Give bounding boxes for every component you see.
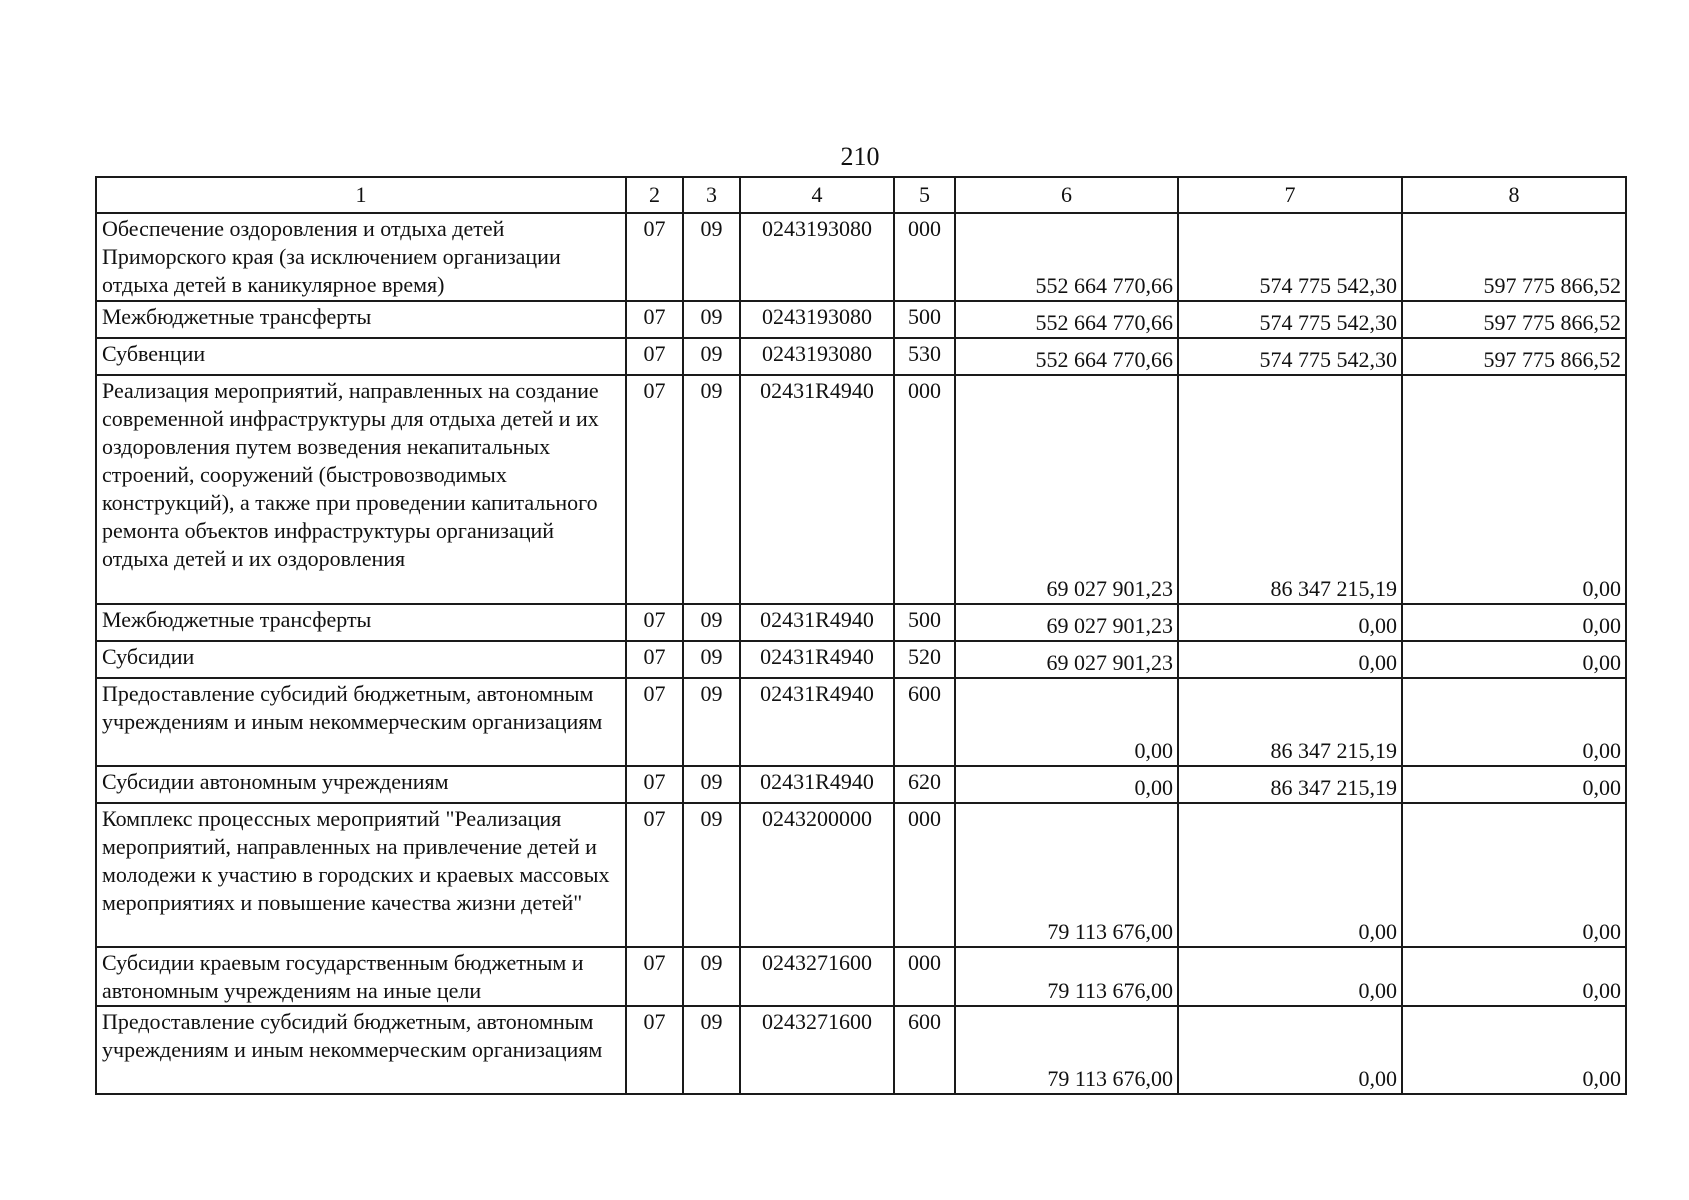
expense-type-code: 000 [894,375,955,604]
table-row [96,803,1626,947]
column-header: 8 [1402,177,1626,213]
section-code: 07 [626,375,683,604]
item-name: Субсидии [96,641,626,678]
amount-col-7: 574 775 542,30 [1178,213,1402,301]
target-article-code: 0243193080 [740,338,894,375]
amount-col-7: 0,00 [1178,1006,1402,1094]
expense-type-code: 530 [894,338,955,375]
target-article-code: 02431R4940 [740,641,894,678]
column-header: 6 [955,177,1178,213]
expense-type-code: 600 [894,678,955,766]
subsection-code: 09 [683,803,740,947]
table-row [96,1006,1626,1094]
expense-type-code: 000 [894,803,955,947]
section-code: 07 [626,213,683,301]
item-name: Предоставление субсидий бюджетным, автономным учреждениям и иным некоммерческим организациям [96,678,626,766]
amount-col-7: 574 775 542,30 [1178,301,1402,338]
item-name: Субсидии краевым государственным бюджетным и автономным учреждениям на иные цели [96,947,626,1006]
amount-col-6: 79 113 676,00 [955,803,1178,947]
column-header: 3 [683,177,740,213]
expense-type-code: 500 [894,604,955,641]
item-name: Предоставление субсидий бюджетным, автономным учреждениям и иным некоммерческим организациям [96,1006,626,1094]
expense-type-code: 520 [894,641,955,678]
subsection-code: 09 [683,375,740,604]
amount-col-8: 0,00 [1402,803,1626,947]
section-code: 07 [626,604,683,641]
target-article-code: 0243193080 [740,213,894,301]
amount-col-8: 0,00 [1402,641,1626,678]
table-row [96,641,1626,678]
amount-col-8: 0,00 [1402,947,1626,1006]
table-row [96,678,1626,766]
column-header: 1 [96,177,626,213]
amount-col-6: 79 113 676,00 [955,947,1178,1006]
item-name: Субвенции [96,338,626,375]
subsection-code: 09 [683,766,740,803]
amount-col-8: 0,00 [1402,766,1626,803]
table-row [96,213,1626,301]
section-code: 07 [626,338,683,375]
table-row [96,375,1626,604]
expense-type-code: 600 [894,1006,955,1094]
amount-col-8: 597 775 866,52 [1402,338,1626,375]
subsection-code: 09 [683,1006,740,1094]
section-code: 07 [626,803,683,947]
column-header: 7 [1178,177,1402,213]
amount-col-8: 0,00 [1402,375,1626,604]
section-code: 07 [626,1006,683,1094]
item-name: Субсидии автономным учреждениям [96,766,626,803]
amount-col-7: 574 775 542,30 [1178,338,1402,375]
amount-col-6: 0,00 [955,766,1178,803]
subsection-code: 09 [683,678,740,766]
section-code: 07 [626,301,683,338]
amount-col-8: 597 775 866,52 [1402,213,1626,301]
amount-col-8: 0,00 [1402,604,1626,641]
target-article-code: 02431R4940 [740,678,894,766]
amount-col-6: 69 027 901,23 [955,641,1178,678]
subsection-code: 09 [683,301,740,338]
amount-col-7: 0,00 [1178,803,1402,947]
item-name: Межбюджетные трансферты [96,301,626,338]
subsection-code: 09 [683,947,740,1006]
amount-col-6: 0,00 [955,678,1178,766]
column-header: 5 [894,177,955,213]
target-article-code: 02431R4940 [740,375,894,604]
table-row [96,301,1626,338]
expense-type-code: 500 [894,301,955,338]
amount-col-6: 69 027 901,23 [955,604,1178,641]
table-row [96,947,1626,1006]
budget-table [95,176,1627,1095]
expense-type-code: 620 [894,766,955,803]
expense-type-code: 000 [894,213,955,301]
subsection-code: 09 [683,604,740,641]
amount-col-7: 0,00 [1178,641,1402,678]
target-article-code: 02431R4940 [740,604,894,641]
amount-col-7: 0,00 [1178,604,1402,641]
target-article-code: 0243271600 [740,1006,894,1094]
section-code: 07 [626,766,683,803]
target-article-code: 02431R4940 [740,766,894,803]
amount-col-6: 552 664 770,66 [955,213,1178,301]
amount-col-7: 86 347 215,19 [1178,766,1402,803]
amount-col-7: 0,00 [1178,947,1402,1006]
section-code: 07 [626,678,683,766]
section-code: 07 [626,641,683,678]
amount-col-6: 69 027 901,23 [955,375,1178,604]
amount-col-6: 552 664 770,66 [955,301,1178,338]
amount-col-6: 552 664 770,66 [955,338,1178,375]
item-name: Реализация мероприятий, направленных на создание современной инфраструктуры для отдыха детей и их оздоровления путем возведения некапитальных строений, сооружений (быстровозводимых конструкций), а также при проведении капитального ремонта объектов инфраструктуры организаций отдыха детей и их оздоровления [96,375,626,604]
amount-col-7: 86 347 215,19 [1178,678,1402,766]
column-header: 4 [740,177,894,213]
table-row [96,604,1626,641]
column-header: 2 [626,177,683,213]
item-name: Комплекс процессных мероприятий "Реализация мероприятий, направленных на привлечение детей и молодежи к участию в городских и краевых массовых мероприятиях и повышение качества жизни детей" [96,803,626,947]
subsection-code: 09 [683,338,740,375]
page-number: 210 [840,142,880,171]
subsection-code: 09 [683,641,740,678]
subsection-code: 09 [683,213,740,301]
target-article-code: 0243193080 [740,301,894,338]
item-name: Межбюджетные трансферты [96,604,626,641]
table-row [96,766,1626,803]
target-article-code: 0243200000 [740,803,894,947]
table-row [96,338,1626,375]
item-name: Обеспечение оздоровления и отдыха детей Приморского края (за исключением организации отдыха детей в каникулярное время) [96,213,626,301]
amount-col-8: 0,00 [1402,678,1626,766]
amount-col-8: 0,00 [1402,1006,1626,1094]
target-article-code: 0243271600 [740,947,894,1006]
amount-col-8: 597 775 866,52 [1402,301,1626,338]
expense-type-code: 000 [894,947,955,1006]
amount-col-6: 79 113 676,00 [955,1006,1178,1094]
amount-col-7: 86 347 215,19 [1178,375,1402,604]
header-row [96,177,1626,213]
section-code: 07 [626,947,683,1006]
